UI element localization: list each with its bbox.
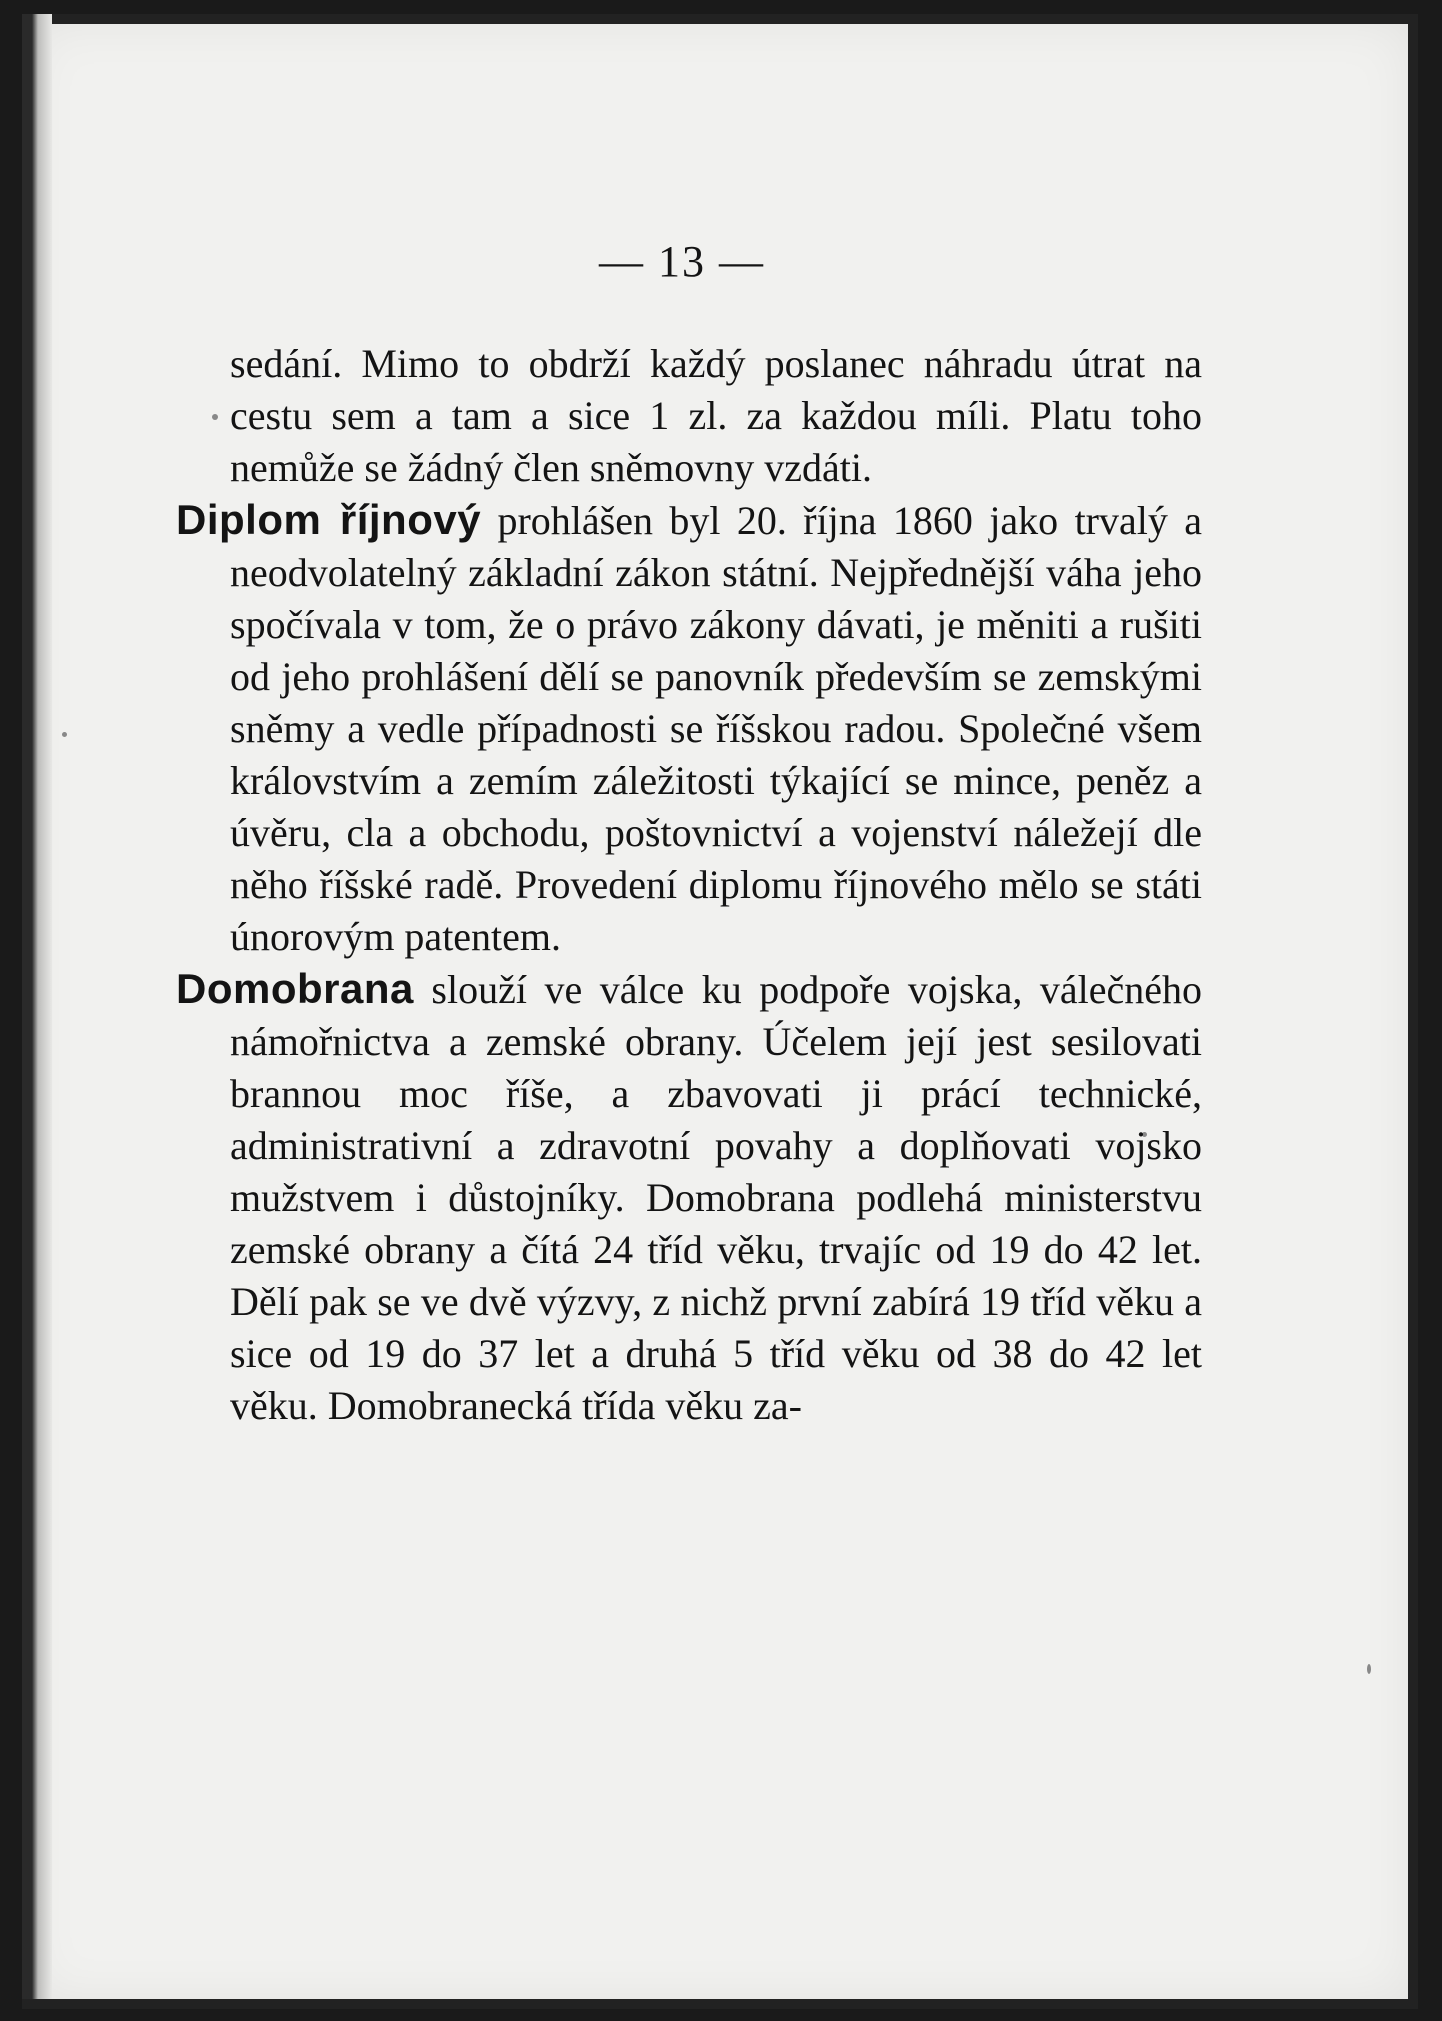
headword-diplom: Diplom říjnový [176,496,482,543]
entry-diplom-rijnovy [176,494,1203,963]
body-text [176,338,1203,1432]
entry-diplom-text: prohlášen byl 20. října 1860 jako trvalý a neodvolatelný základní zákon státní. Nejpřednější váha jeho spočívala v tom, že o právo zákony dávati, je měniti a rušiti od jeho prohlášení dělí se panovník především se zemskými sněmy a vedle případnosti se říšskou radou. Společné všem královstvím a zemím záležitosti týkající se mince, peněz a úvěru, cla a obchodu, poštovnictví a vojenství náležejí dle něho říšské radě. Provedení diplomu říjnového mělo se státi únorovým patentem. [230,498,1203,959]
page-number: — 13 — [599,237,765,286]
paper-speck [62,732,67,737]
entry-domobrana [176,963,1202,1432]
paragraph-continuation: sedání. Mimo to obdrží každý poslanec náhradu útrat na cestu sem a tam a sice 1 zl. za každou míli. Platu toho nemůže se žádný člen sněmovny vzdáti. [230,341,1202,490]
scan-border-top [22,14,1418,24]
scan-border-left [22,14,52,2009]
entry-domobrana-text: slouží ve válce ku podpoře vojska, válečného námořnictva a zemské obrany. Účelem její jest sesilovati brannou moc říše, a zbavovati ji prácí technické, administrativní a zdravotní povahy a doplňovati vojsko mužstvem i důstojníky. Domobrana podlehá ministerstvu zemské obrany a čítá 24 tříd věku, trvajíc od 19 do 42 let. Dělí pak se ve dvě výzvy, z nichž první zabírá 19 tříd věku a sice od 19 do 37 let a druhá 5 tříd věku od 38 do 42 let věku. Domobranecká třída věku za- [230,967,1202,1428]
headword-domobrana: Domobrana [176,965,414,1012]
paper-speck [1367,1664,1371,1674]
scan-border-right [1408,14,1418,2009]
scan-border-bottom [22,1999,1418,2009]
book-page [22,14,1418,2009]
